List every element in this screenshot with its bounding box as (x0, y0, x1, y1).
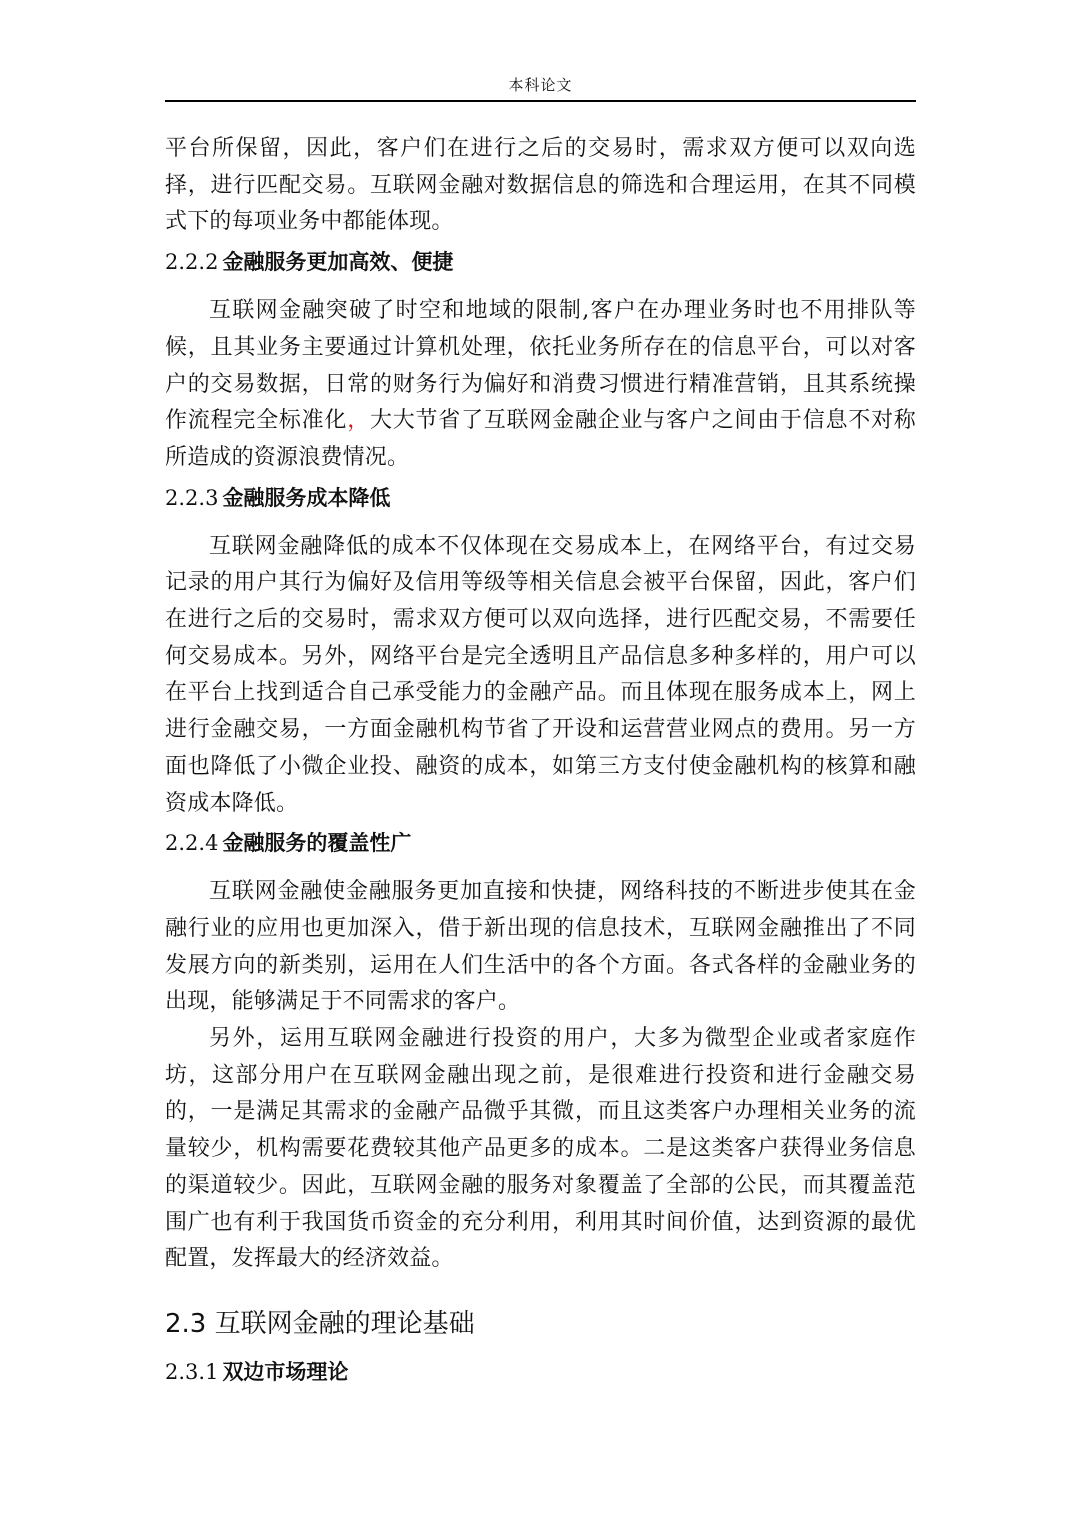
heading-title: 金融服务成本降低 (222, 485, 391, 510)
intro-paragraph: 平台所保留，因此，客户们在进行之后的交易时，需求双方便可以双向选择，进行匹配交易。互联网金融对数据信息的筛选和合理运用，在其不同模式下的每项业务中都能体现。 (165, 136, 916, 235)
heading-2-2-2 (165, 244, 916, 280)
heading-number: 2.3.1 (165, 1359, 219, 1384)
heading-title: 双边市场理论 (222, 1359, 349, 1384)
highlighted-comma: ， (347, 408, 370, 434)
heading-2-2-4 (165, 825, 916, 861)
paragraph-2-2-2 (165, 293, 916, 477)
paragraph-text: 大大节省了互联网金融企业与客户之间由于信息不对称所造成的资源浪费情况。 (165, 408, 916, 470)
heading-title: 金融服务更加高效、便捷 (222, 250, 454, 275)
heading-2-3-1 (165, 1354, 916, 1390)
paragraph-2-2-4-b: 另外，运用互联网金融进行投资的用户，大多为微型企业或者家庭作坊，这部分用户在互联网金融出现之前，是很难进行投资和进行金融交易的，一是满足其需求的金融产品微乎其微，而且这类客户办理相关业务的流量较少，机构需要花费较其他产品更多的成本。二是这类客户获得业务信息的渠道较少。因此，互联网金融的服务对象覆盖了全部的公民，而其覆盖范围广也有利于我国货币资金的充分利用，利用其时间价值，达到资源的最优配置，发挥最大的经济效益。 (165, 1026, 916, 1272)
heading-number: 2.2.4 (165, 831, 219, 856)
heading-2-3 (165, 1304, 916, 1344)
heading-title: 金融服务的覆盖性广 (222, 831, 412, 856)
heading-number: 2.3 (165, 1308, 207, 1339)
heading-title: 互联网金融的理论基础 (214, 1308, 475, 1339)
heading-number: 2.2.3 (165, 485, 219, 510)
paragraph-2-2-3: 互联网金融降低的成本不仅体现在交易成本上，在网络平台，有过交易记录的用户其行为偏好及信用等级等相关信息会被平台保留，因此，客户们在进行之后的交易时，需求双方便可以双向选择，进行匹配交易，不需要任何交易成本。另外，网络平台是完全透明且产品信息多种多样的，用户可以在平台上找到适合自己承受能力的金融产品。而且体现在服务成本上，网上进行金融交易，一方面金融机构节省了开设和运营营业网点的费用。另一方面也降低了小微企业投、融资的成本，如第三方支付使金融机构的核算和融资成本降低。 (165, 533, 916, 816)
page-body (165, 131, 916, 1390)
heading-2-2-3 (165, 480, 916, 516)
running-header: 本科论文 (165, 72, 916, 102)
heading-number: 2.2.2 (165, 250, 219, 275)
paragraph-2-2-4-a: 互联网金融使金融服务更加直接和快捷，网络科技的不断进步使其在金融行业的应用也更加深入，借于新出现的信息技术，互联网金融推出了不同发展方向的新类别，运用在人们生活中的各个方面。各式各样的金融业务的出现，能够满足于不同需求的客户。 (165, 879, 916, 1015)
paragraph-text: 互联网金融突破了时空和地域的限制,客户在办理业务时也不用排队等候，且其业务主要通过计算机处理，依托业务所存在的信息平台，可以对客户的交易数据，日常的财务行为偏好和消费习惯进行精准营销，且其系统操作流程完全标准化 (165, 298, 916, 434)
